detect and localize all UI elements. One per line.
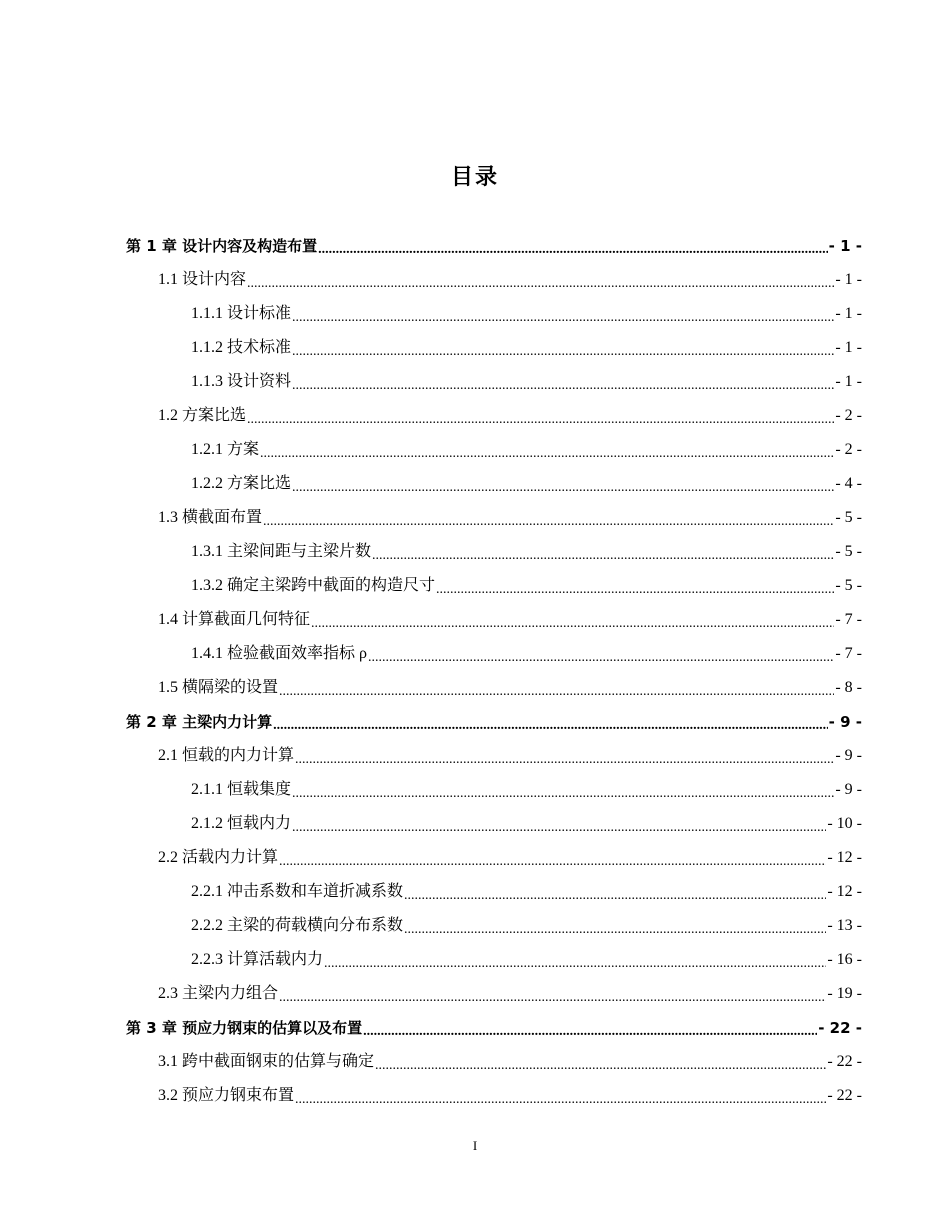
toc-entry-page: - 1 - [835, 271, 862, 288]
toc-entry-label: 1.3 横截面布置 [158, 509, 263, 526]
toc-entry-page: - 22 - [827, 1087, 862, 1104]
toc-entry-label: 第 3 章 预应力钢束的估算以及布置 [126, 1019, 363, 1037]
toc-entry[interactable] [0, 467, 950, 501]
toc-entry-label: 1.3.2 确定主梁跨中截面的构造尺寸 [191, 577, 436, 594]
dot-leader [260, 447, 834, 467]
toc-entry[interactable] [0, 229, 950, 263]
dot-leader [404, 923, 826, 943]
toc-entry-label: 1.1.3 设计资料 [191, 373, 292, 390]
toc-entry[interactable] [0, 535, 950, 569]
toc-entry-page: - 10 - [827, 815, 862, 832]
toc-entry[interactable] [0, 739, 950, 773]
toc-entry-page: - 1 - [828, 237, 862, 255]
toc-entry[interactable] [0, 603, 950, 637]
toc-entry-label: 1.4.1 检验截面效率指标 ρ [191, 645, 367, 662]
toc-entry-label: 2.2.2 主梁的荷载横向分布系数 [191, 917, 404, 934]
dot-leader [292, 787, 834, 807]
dot-leader [295, 753, 834, 773]
toc-entry[interactable] [0, 399, 950, 433]
page-number: I [472, 1138, 478, 1153]
dot-leader [368, 651, 834, 671]
toc-entry-page: - 1 - [835, 305, 862, 322]
toc-entry[interactable] [0, 773, 950, 807]
toc-entry-label: 2.2.1 冲击系数和车道折减系数 [191, 883, 404, 900]
dot-leader [279, 855, 826, 875]
toc-entry[interactable] [0, 297, 950, 331]
toc-entry-label: 1.4 计算截面几何特征 [158, 611, 311, 628]
toc-entry[interactable] [0, 433, 950, 467]
toc-entry-page: - 13 - [827, 917, 862, 934]
toc-entry[interactable] [0, 943, 950, 977]
toc-entry-page: - 16 - [827, 951, 862, 968]
toc-entry[interactable] [0, 637, 950, 671]
toc-entry-label: 3.2 预应力钢束布置 [158, 1087, 295, 1104]
page-title: 目录 [450, 165, 499, 190]
toc-entry-page: - 7 - [835, 645, 862, 662]
toc-entry-label: 1.1.2 技术标准 [191, 339, 292, 356]
dot-leader [375, 1059, 826, 1079]
toc-entry[interactable] [0, 977, 950, 1011]
toc-entry-page: - 9 - [835, 747, 862, 764]
toc-entry[interactable] [0, 365, 950, 399]
toc-entry-page: - 9 - [835, 781, 862, 798]
toc-entry-label: 1.5 横隔梁的设置 [158, 679, 279, 696]
toc-entry-page: - 12 - [827, 883, 862, 900]
toc-entry-page: - 22 - [818, 1019, 862, 1037]
toc-entry-label: 2.1.1 恒载集度 [191, 781, 292, 798]
toc-entry-page: - 2 - [835, 407, 862, 424]
toc-entry-page: - 1 - [835, 373, 862, 390]
dot-leader [279, 685, 834, 705]
toc-entry-label: 第 1 章 设计内容及构造布置 [126, 237, 318, 255]
toc-entry-label: 1.3.1 主梁间距与主梁片数 [191, 543, 372, 560]
toc-entry-page: - 5 - [835, 509, 862, 526]
toc-entry[interactable] [0, 1045, 950, 1079]
dot-leader [292, 311, 834, 331]
dot-leader [292, 821, 826, 841]
toc-entry-label: 第 2 章 主梁内力计算 [126, 713, 273, 731]
dot-leader [247, 413, 834, 433]
dot-leader [318, 243, 828, 263]
dot-leader [292, 379, 834, 399]
toc-entry-label: 1.1.1 设计标准 [191, 305, 292, 322]
toc-entry[interactable] [0, 263, 950, 297]
toc-entry-page: - 12 - [827, 849, 862, 866]
dot-leader [363, 1025, 817, 1045]
toc-entry-page: - 5 - [835, 577, 862, 594]
toc-entry-page: - 1 - [835, 339, 862, 356]
dot-leader [247, 277, 834, 297]
dot-leader [324, 957, 826, 977]
toc-entry-page: - 19 - [827, 985, 862, 1002]
toc-entry-page: - 8 - [835, 679, 862, 696]
toc-entry-label: 1.1 设计内容 [158, 271, 247, 288]
toc-entry-page: - 4 - [835, 475, 862, 492]
toc-entry-label: 1.2.1 方案 [191, 441, 260, 458]
toc-entry[interactable] [0, 1079, 950, 1113]
toc-entry[interactable] [0, 1011, 950, 1045]
toc-entry-label: 3.1 跨中截面钢束的估算与确定 [158, 1053, 375, 1070]
toc-entry-label: 2.3 主梁内力组合 [158, 985, 279, 1002]
dot-leader [273, 719, 828, 739]
toc-entry[interactable] [0, 331, 950, 365]
dot-leader [436, 583, 834, 603]
toc-entry-label: 2.2 活载内力计算 [158, 849, 279, 866]
dot-leader [292, 481, 834, 501]
toc-entry[interactable] [0, 671, 950, 705]
dot-leader [295, 1093, 826, 1113]
toc-entry[interactable] [0, 841, 950, 875]
toc-entry-label: 1.2.2 方案比选 [191, 475, 292, 492]
toc-entry[interactable] [0, 705, 950, 739]
toc-entry-page: - 5 - [835, 543, 862, 560]
dot-leader [311, 617, 834, 637]
toc-entry[interactable] [0, 909, 950, 943]
toc-entry-label: 2.1 恒载的内力计算 [158, 747, 295, 764]
toc-entry-page: - 9 - [828, 713, 862, 731]
toc-entry-page: - 22 - [827, 1053, 862, 1070]
toc-entry[interactable] [0, 501, 950, 535]
dot-leader [263, 515, 834, 535]
toc-entry[interactable] [0, 875, 950, 909]
dot-leader [279, 991, 826, 1011]
toc-entry-page: - 7 - [835, 611, 862, 628]
toc-entry-page: - 2 - [835, 441, 862, 458]
dot-leader [404, 889, 826, 909]
table-of-contents [0, 229, 950, 1113]
dot-leader [292, 345, 834, 365]
toc-entry[interactable] [0, 569, 950, 603]
toc-entry-label: 2.2.3 计算活载内力 [191, 951, 324, 968]
toc-entry-label: 1.2 方案比选 [158, 407, 247, 424]
toc-entry-label: 2.1.2 恒载内力 [191, 815, 292, 832]
dot-leader [372, 549, 834, 569]
toc-entry[interactable] [0, 807, 950, 841]
